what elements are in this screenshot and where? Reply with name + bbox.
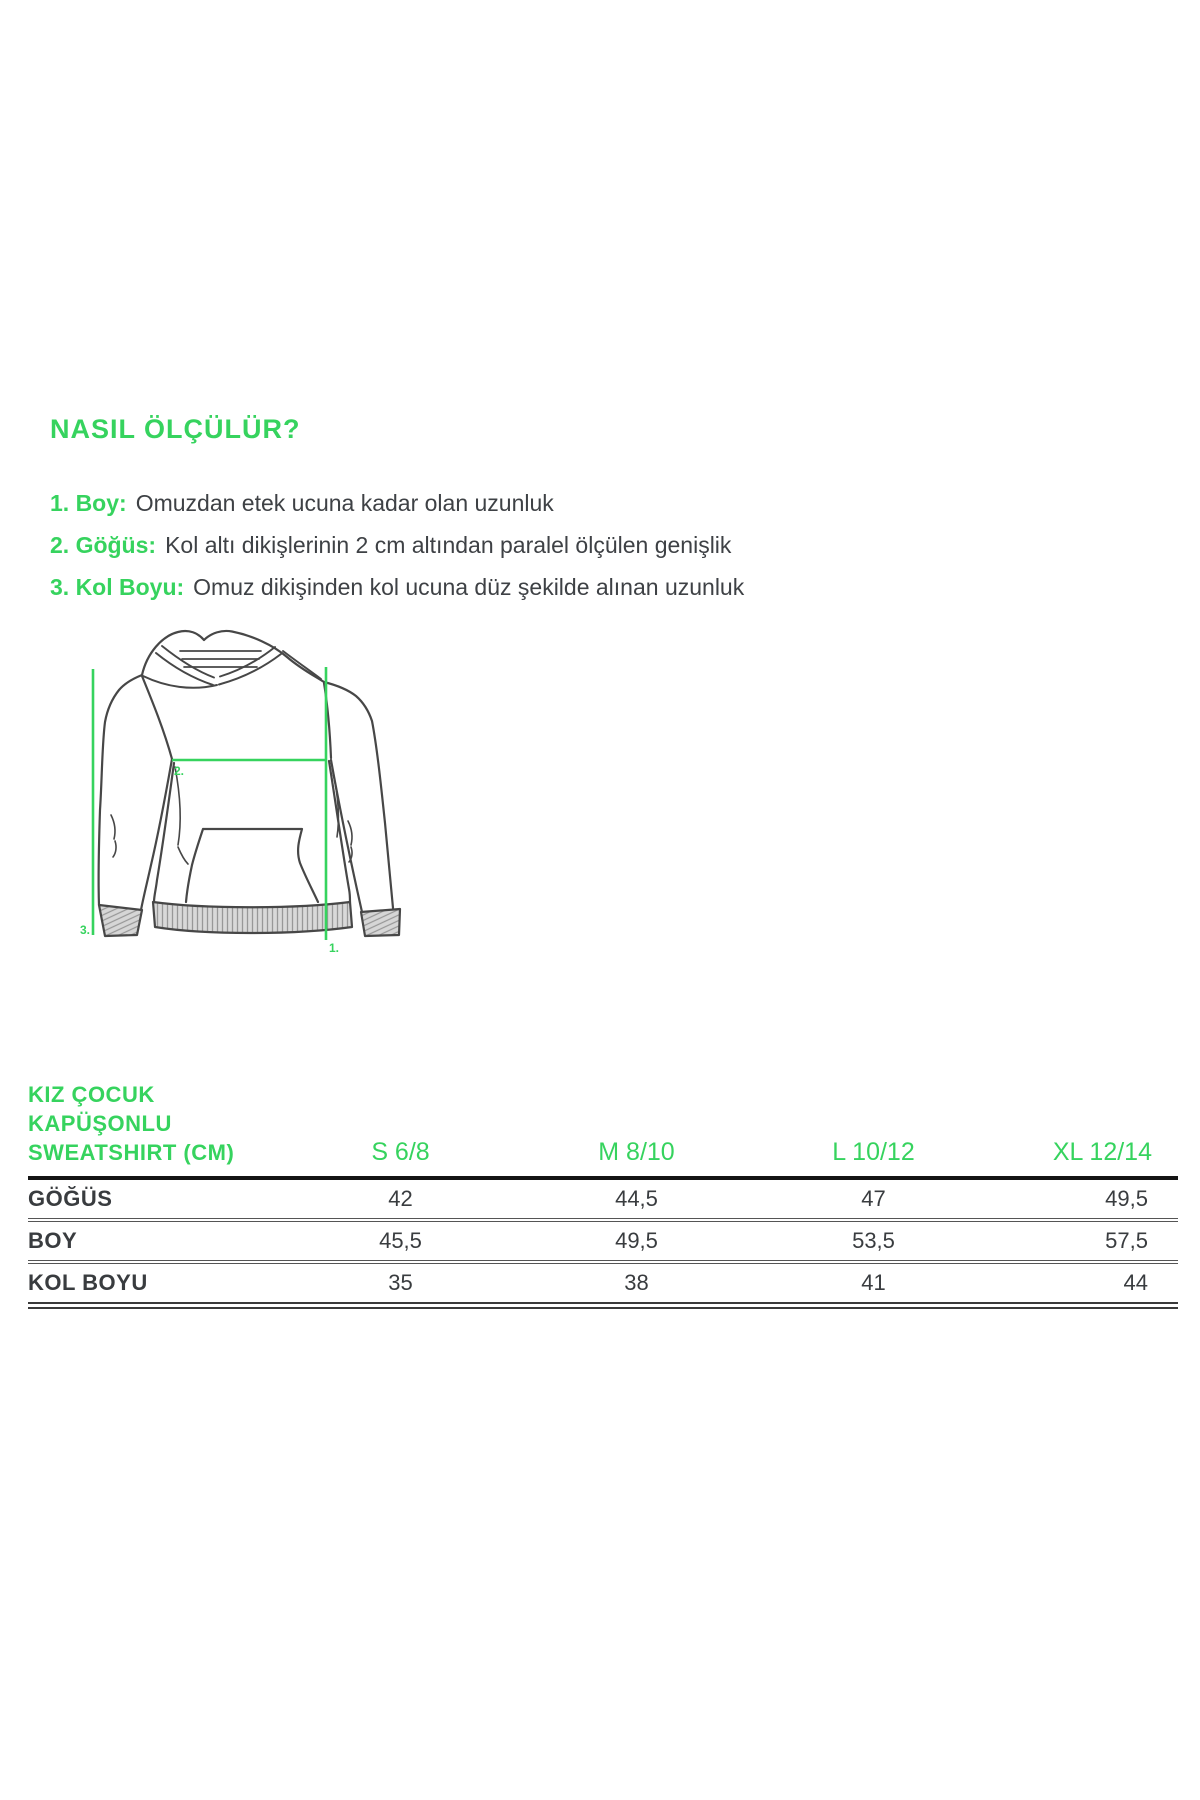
cell-boy-l: 53,5 <box>755 1220 992 1262</box>
table-row-boy <box>28 1220 1178 1262</box>
cuff-right <box>361 909 400 936</box>
page-title: NASIL ÖLÇÜLÜR? <box>50 414 301 444</box>
measure-item-kolboyu <box>50 566 744 608</box>
measure-item-text: Omuz dikişinden kol ucuna düz şekilde alınan uzunluk <box>193 574 745 600</box>
cell-boy-m: 49,5 <box>518 1220 755 1262</box>
hood-outline <box>142 631 324 682</box>
cell-boy-s: 45,5 <box>283 1220 518 1262</box>
wrinkle-elbow-left <box>111 815 116 857</box>
measure-item-boy <box>50 482 744 524</box>
cuff-left <box>99 905 142 936</box>
cell-gogus-m: 44,5 <box>518 1178 755 1220</box>
cell-kol-m: 38 <box>518 1262 755 1306</box>
hoodie-diagram <box>80 625 410 955</box>
measure-item-label: 1. Boy: <box>50 490 127 516</box>
cell-boy-xl: 57,5 <box>992 1220 1178 1262</box>
raglan-seam-left <box>142 676 172 759</box>
table-row-gogus <box>28 1178 1178 1220</box>
table-row-kol-boyu <box>28 1262 1178 1306</box>
hem-band <box>153 902 352 933</box>
hood-inner-edge <box>283 651 321 679</box>
collar-left-edge <box>156 653 213 685</box>
measure-label-2: 2. <box>174 764 185 778</box>
cell-kol-s: 35 <box>283 1262 518 1306</box>
column-header-l: L 10/12 <box>755 1080 992 1178</box>
cell-gogus-s: 42 <box>283 1178 518 1220</box>
column-header-s: S 6/8 <box>283 1080 518 1178</box>
pocket <box>186 829 318 902</box>
measure-list <box>50 482 744 608</box>
body-side-right <box>329 761 350 902</box>
size-table-header-row <box>28 1080 1178 1178</box>
row-label-gogus: GÖĞÜS <box>28 1178 283 1220</box>
wrinkle-underarm-left <box>175 767 188 864</box>
product-label-line2: SWEATSHIRT (CM) <box>28 1140 235 1165</box>
measure-item-label: 2. Göğüs: <box>50 532 157 558</box>
measure-item-gogus <box>50 524 744 566</box>
measure-item-text: Omuzdan etek ucuna kadar olan uzunluk <box>135 490 554 516</box>
product-label <box>28 1080 283 1178</box>
size-table <box>28 1080 1178 1309</box>
measure-label-3: 3. <box>80 923 91 937</box>
cell-gogus-xl: 49,5 <box>992 1178 1178 1220</box>
cell-gogus-l: 47 <box>755 1178 992 1220</box>
row-label-kol-boyu: KOL BOYU <box>28 1262 283 1306</box>
cell-kol-xl: 44 <box>992 1262 1178 1306</box>
column-header-xl: XL 12/14 <box>992 1080 1178 1178</box>
column-header-m: M 8/10 <box>518 1080 755 1178</box>
measure-item-text: Kol altı dikişlerinin 2 cm altından paralel ölçülen genişlik <box>165 532 732 558</box>
row-label-boy: BOY <box>28 1220 283 1262</box>
measure-label-1: 1. <box>329 941 340 955</box>
product-label-line1: KIZ ÇOCUK KAPÜŞONLU <box>28 1082 172 1136</box>
cell-kol-l: 41 <box>755 1262 992 1306</box>
measure-item-label: 3. Kol Boyu: <box>50 574 185 600</box>
sleeve-left-outer <box>99 675 142 905</box>
